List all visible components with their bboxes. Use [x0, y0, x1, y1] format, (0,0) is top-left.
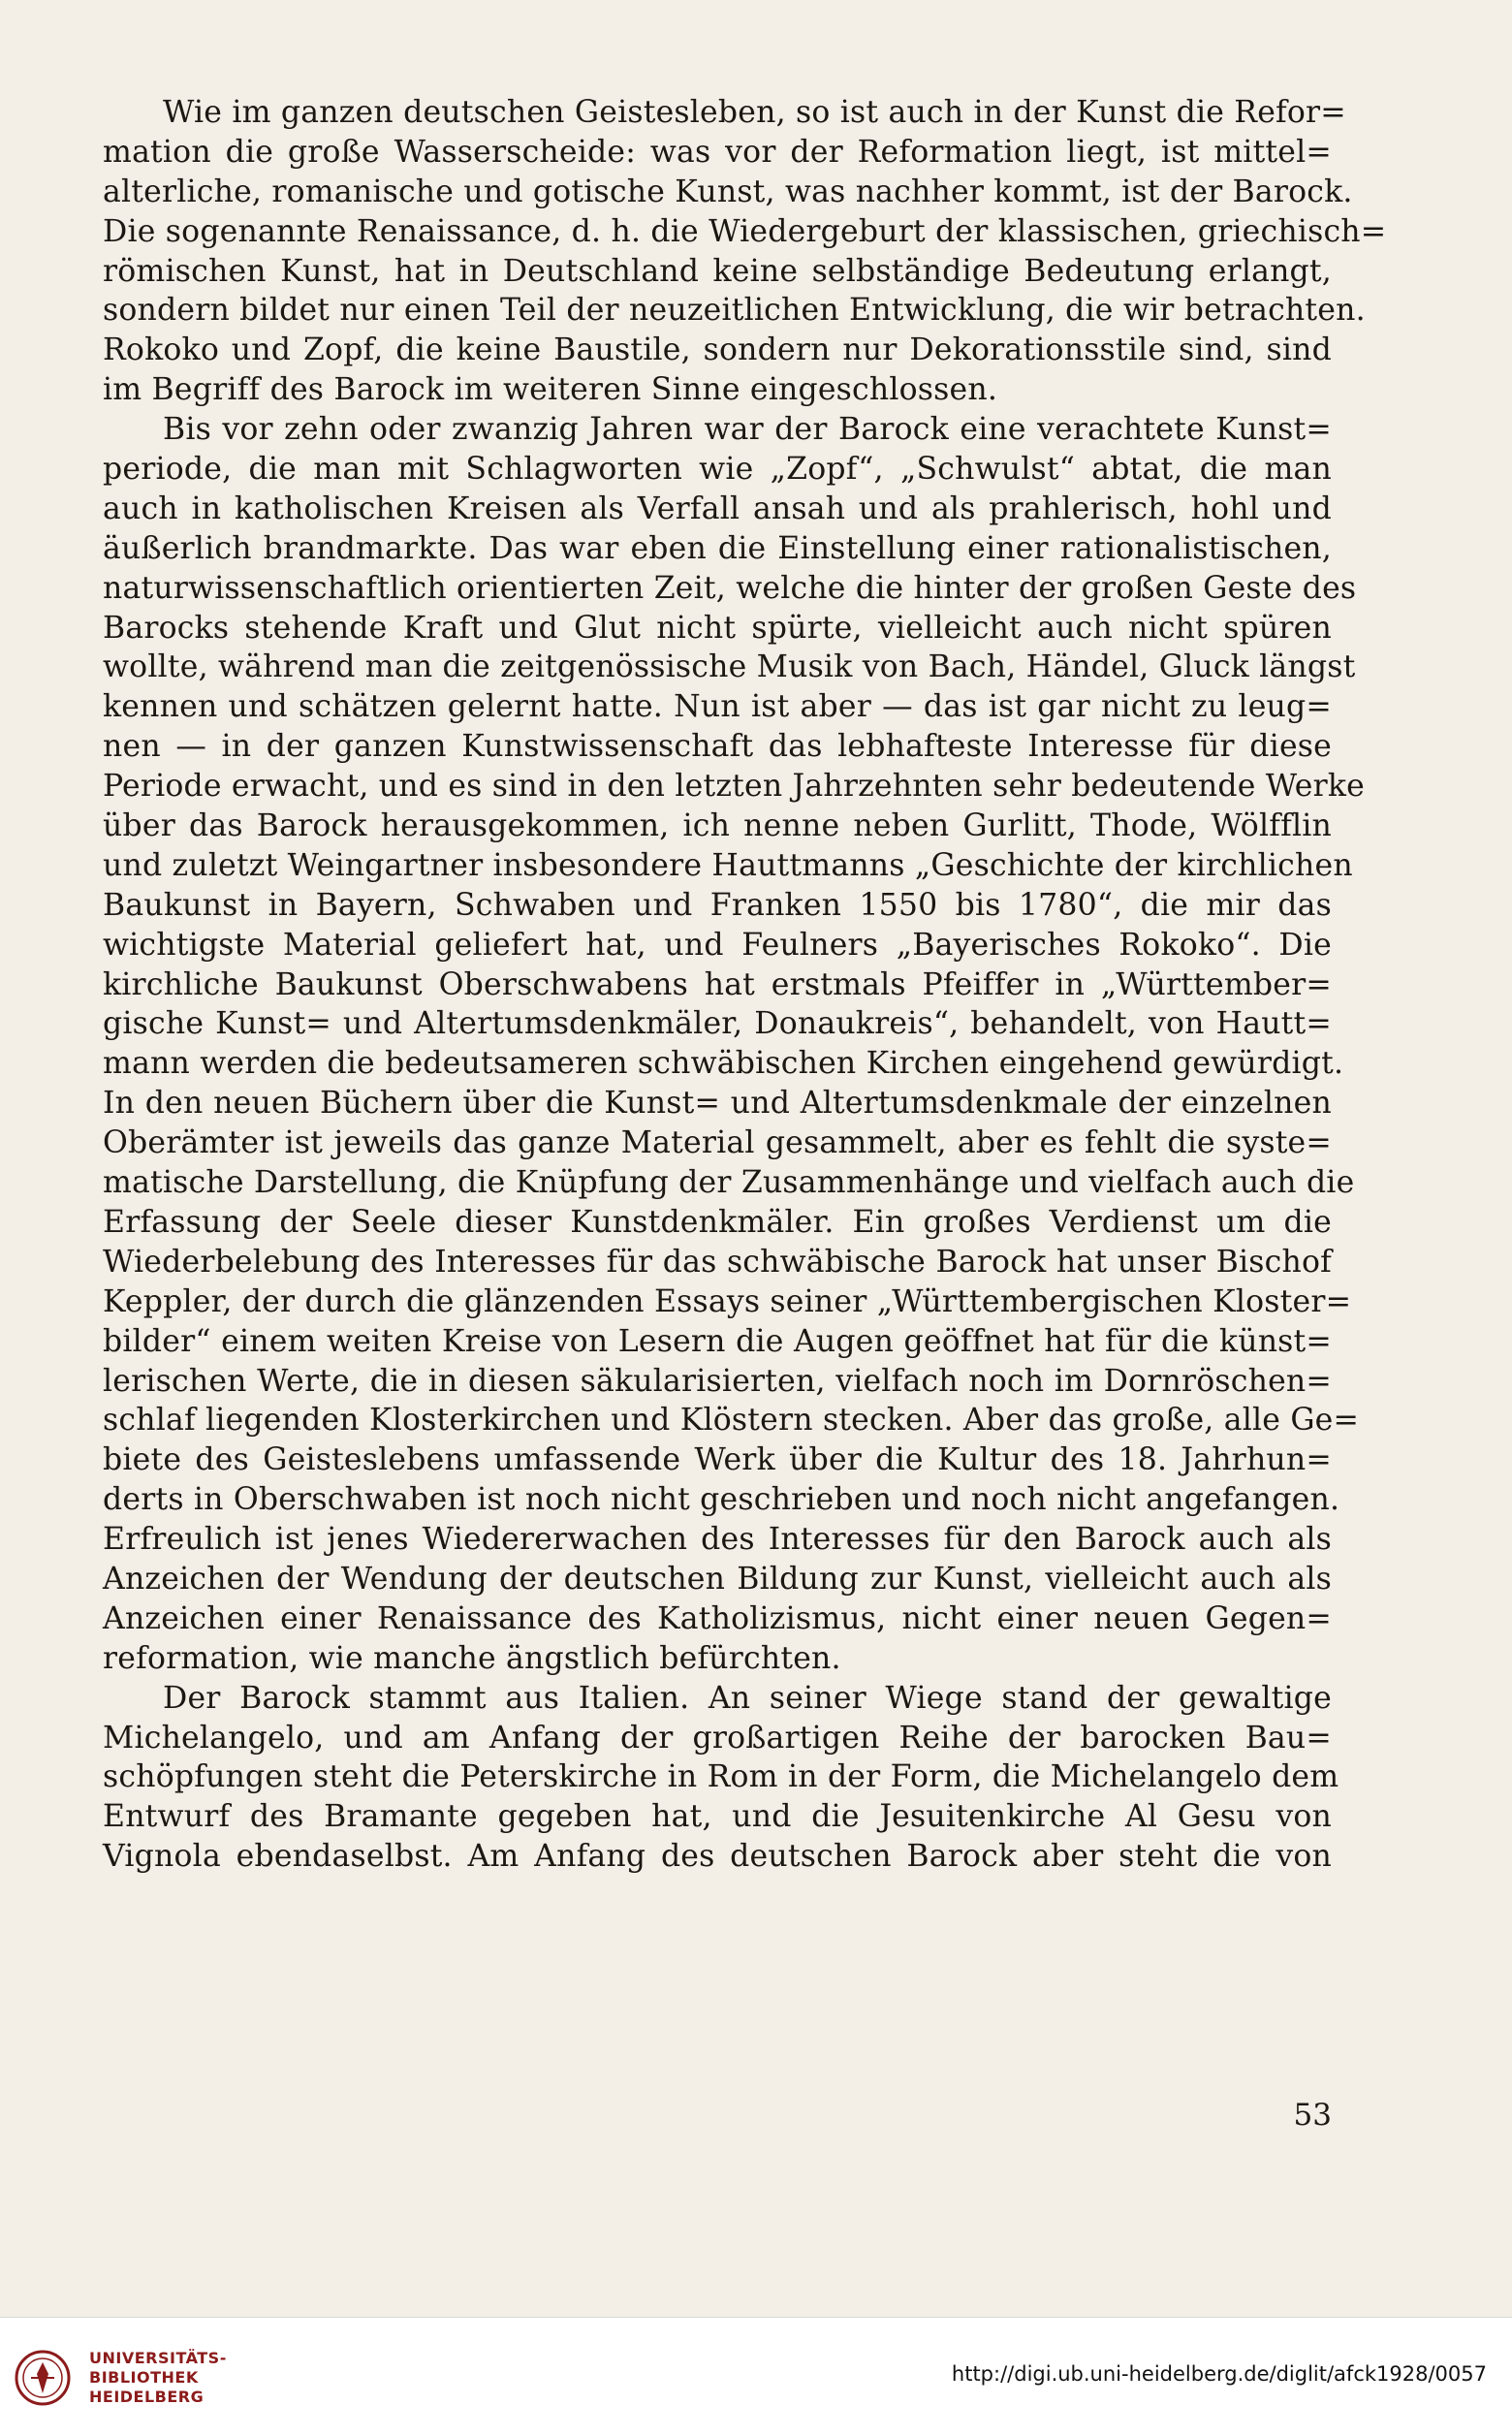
text-line: auch in katholischen Kreisen als Verfall ansah und als prahlerisch, hohl und	[103, 490, 1332, 526]
text-line: sondern bildet nur einen Teil der neuzeitlichen Entwicklung, die wir betrachten.	[103, 293, 1366, 329]
text-line: Erfassung der Seele dieser Kunstdenkmäler. Ein großes Verdienst um die	[103, 1204, 1332, 1240]
text-line: Oberämter ist jeweils das ganze Material gesammelt, aber es fehlt die syste=	[103, 1125, 1332, 1161]
text-line: biete des Geisteslebens umfassende Werk über die Kultur des 18. Jahrhun=	[103, 1442, 1332, 1478]
text-line: Wie im ganzen deutschen Geistesleben, so ist auch in der Kunst die Refor=	[163, 95, 1346, 130]
text-line: naturwissenschaftlich orientierten Zeit, welche die hinter der großen Geste des	[103, 570, 1357, 606]
text-line: mann werden die bedeutsameren schwäbischen Kirchen eingehend gewürdigt.	[103, 1046, 1344, 1082]
library-name-line: UNIVERSITÄTS-	[89, 2349, 227, 2367]
text-line: Keppler, der durch die glänzenden Essays seiner „Württembergischen Kloster=	[103, 1283, 1352, 1319]
text-line: schöpfungen steht die Peterskirche in Rom in der Form, die Michelangelo dem	[103, 1759, 1339, 1795]
text-line: im Begriff des Barock im weiteren Sinne eingeschlossen.	[103, 372, 998, 408]
text-line: wichtigste Material geliefert hat, und Feulners „Bayerisches Rokoko“. Die	[103, 927, 1332, 963]
text-line: mation die große Wasserscheide: was vor der Reformation liegt, ist mittel=	[103, 134, 1332, 170]
text-line: und zuletzt Weingartner insbesondere Hauttmanns „Geschichte der kirchlichen	[103, 847, 1353, 883]
text-line: Der Barock stammt aus Italien. An seiner Wiege stand der gewaltige	[163, 1680, 1332, 1716]
text-line: reformation, wie manche ängstlich befürchten.	[103, 1640, 841, 1676]
library-name-line: HEIDELBERG	[89, 2388, 205, 2406]
text-line: Bis vor zehn oder zwanzig Jahren war der Barock eine verachtete Kunst=	[163, 412, 1332, 448]
text-line: kennen und schätzen gelernt hatte. Nun ist aber — das ist gar nicht zu leug=	[103, 689, 1332, 725]
text-line: über das Barock herausgekommen, ich nenne neben Gurlitt, Thode, Wölfflin	[103, 808, 1332, 844]
text-line: In den neuen Büchern über die Kunst= und Altertumsdenkmale der einzelnen	[103, 1086, 1332, 1122]
text-line: kirchliche Baukunst Oberschwabens hat erstmals Pfeiffer in „Württember=	[103, 966, 1332, 1002]
paragraph	[103, 1679, 1339, 1877]
text-line: periode, die man mit Schlagworten wie „Zopf“, „Schwulst“ abtat, die man	[103, 452, 1332, 488]
text-line: römischen Kunst, hat in Deutschland keine selbständige Bedeutung erlangt,	[103, 253, 1332, 289]
paragraph	[103, 93, 1387, 410]
viewer-footer	[0, 2317, 1512, 2436]
text-line: Wiederbelebung des Interesses für das schwäbische Barock hat unser Bischof	[103, 1244, 1332, 1280]
text-line: schlaf liegenden Klosterkirchen und Klöstern stecken. Aber das große, alle Ge=	[103, 1403, 1360, 1439]
text-line: derts in Oberschwaben ist noch nicht geschrieben und noch nicht angefangen.	[103, 1482, 1340, 1518]
library-name	[89, 2349, 227, 2407]
page-number: 53	[1293, 2098, 1332, 2133]
text-line: Die sogenannte Renaissance, d. h. die Wiedergeburt der klassischen, griechisch=	[103, 213, 1387, 249]
text-line: lerischen Werte, die in diesen säkularisierten, vielfach noch im Dornröschen=	[103, 1363, 1332, 1399]
text-line: Anzeichen der Wendung der deutschen Bildung zur Kunst, vielleicht auch als	[103, 1561, 1332, 1597]
text-line: matische Darstellung, die Knüpfung der Zusammenhänge und vielfach auch die	[103, 1165, 1355, 1201]
university-seal-icon	[14, 2349, 72, 2407]
text-line: Barocks stehende Kraft und Glut nicht spürte, vielleicht auch nicht spüren	[103, 610, 1332, 646]
text-line: nen — in der ganzen Kunstwissenschaft das lebhafteste Interesse für diese	[103, 729, 1332, 765]
text-line: Vignola ebendaselbst. Am Anfang des deutschen Barock aber steht die von	[103, 1839, 1332, 1875]
text-line: Baukunst in Bayern, Schwaben und Franken 1550 bis 1780“, die mir das	[103, 887, 1332, 923]
text-line: bilder“ einem weiten Kreise von Lesern die Augen geöffnet hat für die künst=	[103, 1323, 1332, 1359]
text-line: Michelangelo, und am Anfang der großartigen Reihe der barocken Bau=	[103, 1720, 1332, 1756]
text-line: alterliche, romanische und gotische Kunst, was nachher kommt, ist der Barock.	[103, 174, 1353, 209]
text-line: Erfreulich ist jenes Wiedererwachen des Interesses für den Barock auch als	[103, 1522, 1332, 1558]
text-line: Entwurf des Bramante gegeben hat, und die Jesuitenkirche Al Gesu von	[103, 1799, 1332, 1835]
text-line: Anzeichen einer Renaissance des Katholizismus, nicht einer neuen Gegen=	[103, 1600, 1332, 1636]
body-text	[103, 93, 1387, 1877]
text-line: gische Kunst= und Altertumsdenkmäler, Donaukreis“, behandelt, von Hautt=	[103, 1006, 1332, 1042]
text-line: Periode erwacht, und es sind in den letzten Jahrzehnten sehr bedeutende Werke	[103, 769, 1365, 805]
paragraph	[103, 410, 1365, 1679]
document-url-link[interactable]: http://digi.ub.uni-heidelberg.de/diglit/afck1928/0057	[951, 2362, 1487, 2386]
text-line: Rokoko und Zopf, die keine Baustile, sondern nur Dekorationsstile sind, sind	[103, 332, 1332, 368]
text-line: äußerlich brandmarkte. Das war eben die Einstellung einer rationalistischen,	[103, 530, 1332, 566]
text-line: wollte, während man die zeitgenössische Musik von Bach, Händel, Gluck längst	[103, 649, 1356, 685]
library-name-line: BIBLIOTHEK	[89, 2368, 199, 2387]
